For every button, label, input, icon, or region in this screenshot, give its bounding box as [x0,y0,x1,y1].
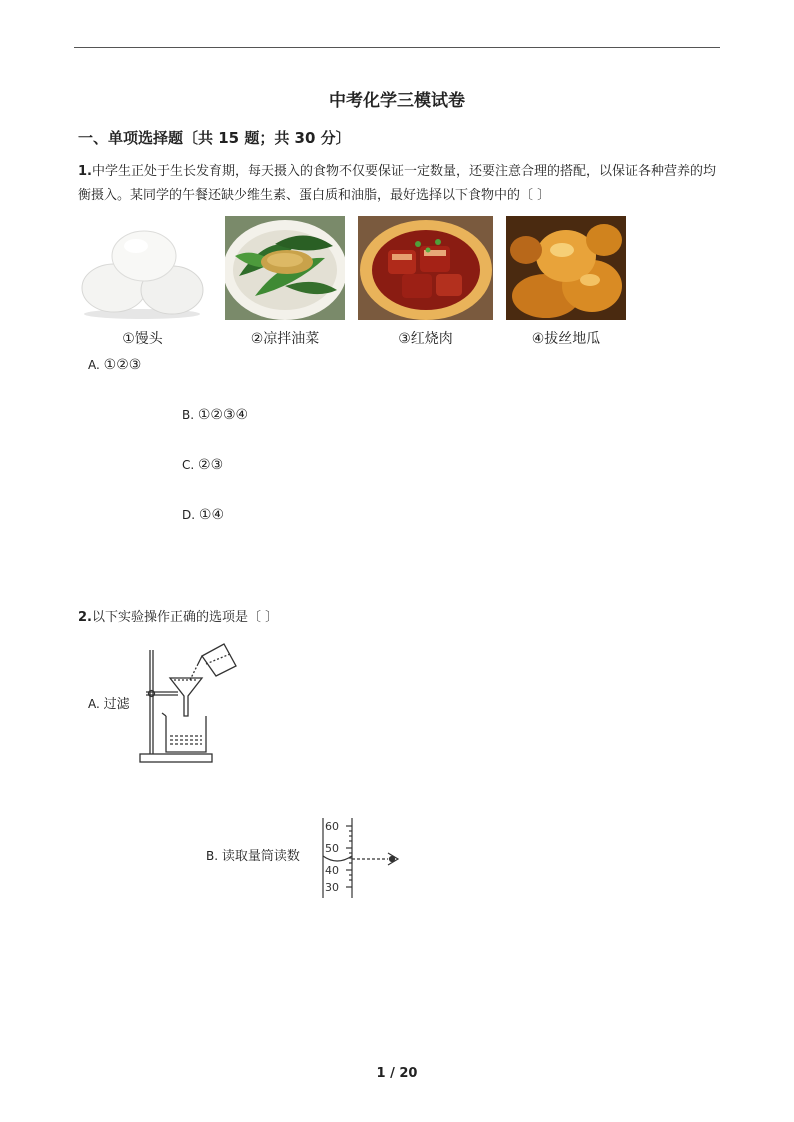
option-letter: A. [88,358,100,372]
option-letter: C. [182,458,195,472]
q1-option-a[interactable] [88,357,141,373]
option-text: ①②③④ [197,407,249,423]
option-letter: D. [182,508,196,522]
option-text: ①②③ [103,357,142,373]
question-1-stem [78,160,720,208]
question-2-text: 以下实验操作正确的选项是〔 〕 [91,610,279,625]
q2-option-a[interactable] [88,693,130,712]
option-letter: B. [182,408,195,422]
food-image-sweet-potato [506,216,626,320]
option-letter: B. [206,849,219,863]
filtration-diagram [136,640,240,766]
cylinder-reading-diagram [318,816,404,900]
q2-option-b[interactable] [206,845,300,864]
food-caption: ③红烧肉 [398,331,453,347]
question-1-text: 中学生正处于生长发育期，每天摄入的食物不仅要保证一定数量，还要注意合理的搭配，以保证各种营养的均衡摄入。某同学的午餐还缺少维生素、蛋白质和油脂，最好选择以下食物中的〔 〕 [78,164,716,203]
page-title: 中考化学三模试卷 [329,91,465,111]
question-1-number: 1. [78,164,92,179]
q1-option-d[interactable] [182,507,224,523]
food-image-mantou [80,216,205,320]
q1-option-b[interactable] [182,407,248,423]
cylinder-label: 50 [325,842,339,855]
food-caption: ④拔丝地瓜 [531,331,601,347]
cylinder-label: 60 [325,820,339,833]
option-text: ②③ [198,457,224,473]
food-caption: ②凉拌油菜 [250,331,320,347]
food-image-greens [225,216,345,320]
option-letter: A. [88,697,100,711]
cylinder-label: 30 [325,881,339,894]
food-caption: ①馒头 [122,331,163,347]
q1-option-c[interactable] [182,457,223,473]
cylinder-label: 40 [325,864,339,877]
option-text: ①④ [198,507,224,523]
option-text: 读取量筒读数 [221,849,300,864]
food-image-braised-pork [358,216,493,320]
option-text: 过滤 [103,697,130,712]
question-2-number: 2. [78,610,92,625]
header-rule [74,47,720,48]
question-2-stem [78,606,278,625]
section-heading: 一、单项选择题〔共 15 题；共 30 分〕 [78,129,351,147]
page-number: 1 / 20 [376,1066,418,1081]
